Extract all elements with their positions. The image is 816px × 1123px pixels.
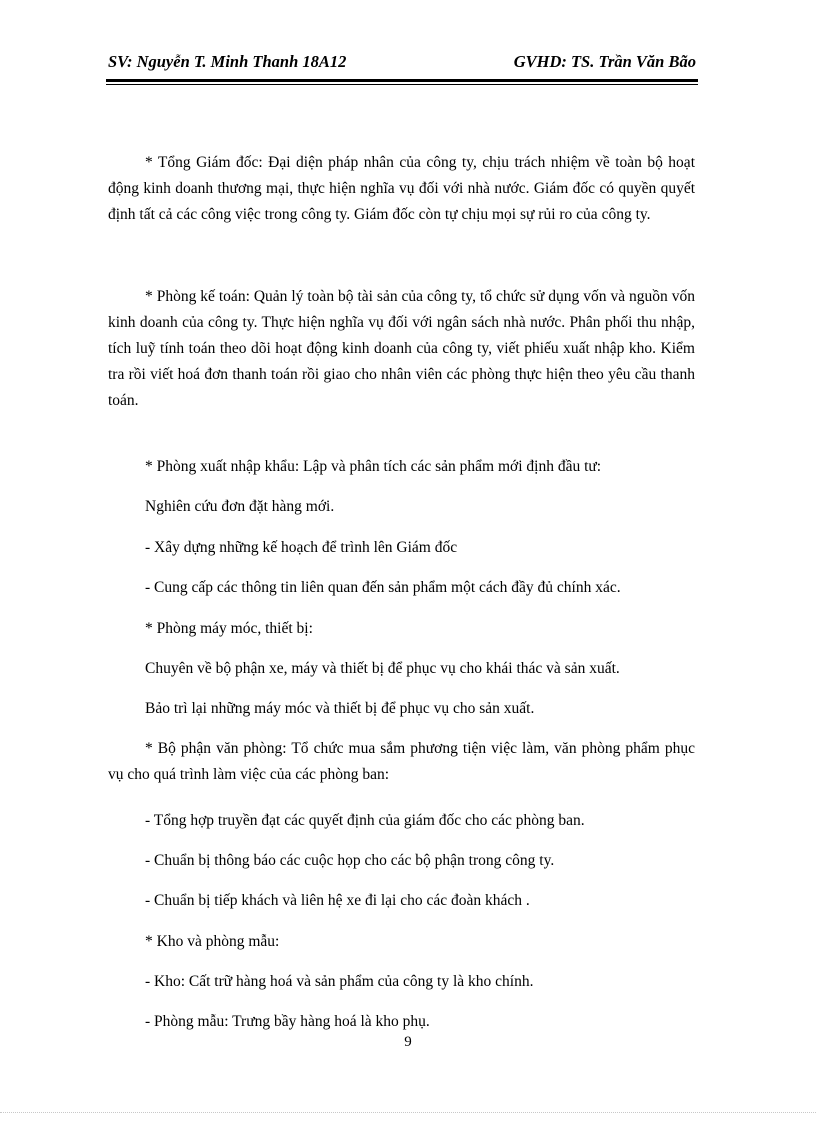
header-rule-thin [106, 84, 698, 85]
paragraph-import-export: * Phòng xuất nhập khẩu: Lập và phân tích các sản phẩm mới định đầu tư: [145, 458, 602, 475]
student-name: SV: Nguyễn T. Minh Thanh 18A12 [108, 52, 347, 71]
list-item: - Phòng mẫu: Trưng bầy hàng hoá là kho phụ. [145, 1013, 430, 1030]
paragraph-maintenance: Bảo trì lại những máy móc và thiết bị để phục vụ cho sản xuất. [145, 700, 535, 717]
list-item: - Tổng hợp truyền đạt các quyết định của giám đốc cho các phòng ban. [145, 812, 585, 829]
paragraph-research: Nghiên cứu đơn đặt hàng mới. [145, 498, 335, 515]
list-item: - Kho: Cất trữ hàng hoá và sản phẩm của công ty là kho chính. [145, 973, 534, 990]
paragraph-machinery: * Phòng máy móc, thiết bị: [145, 620, 313, 637]
header-rule-thick [106, 79, 698, 82]
paragraph-ceo: * Tổng Giám đốc: Đại diện pháp nhân của công ty, chịu trách nhiệm về toàn bộ hoạt động kinh doanh thương mại, thực hiện nghĩa vụ đối với nhà nước. Giám đốc có quyền quyết định tất cả các công việc trong công ty. Giám đốc còn tự chịu mọi sự rủi ro của công ty. [108, 154, 695, 223]
footer-divider [0, 1112, 816, 1113]
paragraph-accounting: * Phòng kế toán: Quản lý toàn bộ tài sản của công ty, tổ chức sử dụng vốn và nguồn vốn kinh doanh của công ty. Thực hiện nghĩa vụ đối với ngân sách nhà nước. Phân phối thu nhập, tích luỹ tính toán theo dõi hoạt động kinh doanh của công ty, viết phiếu xuất nhập kho. Kiểm tra rồi viết hoá đơn thanh toán rồi giao cho nhân viên các phòng thực hiện theo yêu cầu thanh toán. [108, 288, 695, 409]
page-number: 9 [404, 1034, 412, 1050]
list-item: - Chuẩn bị tiếp khách và liên hệ xe đi lại cho các đoàn khách . [145, 892, 530, 909]
list-item: - Cung cấp các thông tin liên quan đến sản phẩm một cách đầy đủ chính xác. [145, 579, 621, 596]
advisor-name: GVHD: TS. Trần Văn Bão [513, 52, 696, 71]
paragraph-machinery-detail: Chuyên về bộ phận xe, máy và thiết bị để phục vụ cho khái thác và sản xuất. [145, 660, 620, 677]
list-item: - Xây dựng những kế hoạch để trình lên Giám đốc [145, 539, 458, 556]
paragraph-warehouse: * Kho và phòng mẫu: [145, 933, 280, 950]
page-header [108, 52, 696, 76]
list-item: - Chuẩn bị thông báo các cuộc họp cho các bộ phận trong công ty. [145, 852, 555, 869]
paragraph-office: * Bộ phận văn phòng: Tổ chức mua sắm phương tiện việc làm, văn phòng phẩm phục vụ cho quá trình làm việc của các phòng ban: [108, 740, 695, 783]
